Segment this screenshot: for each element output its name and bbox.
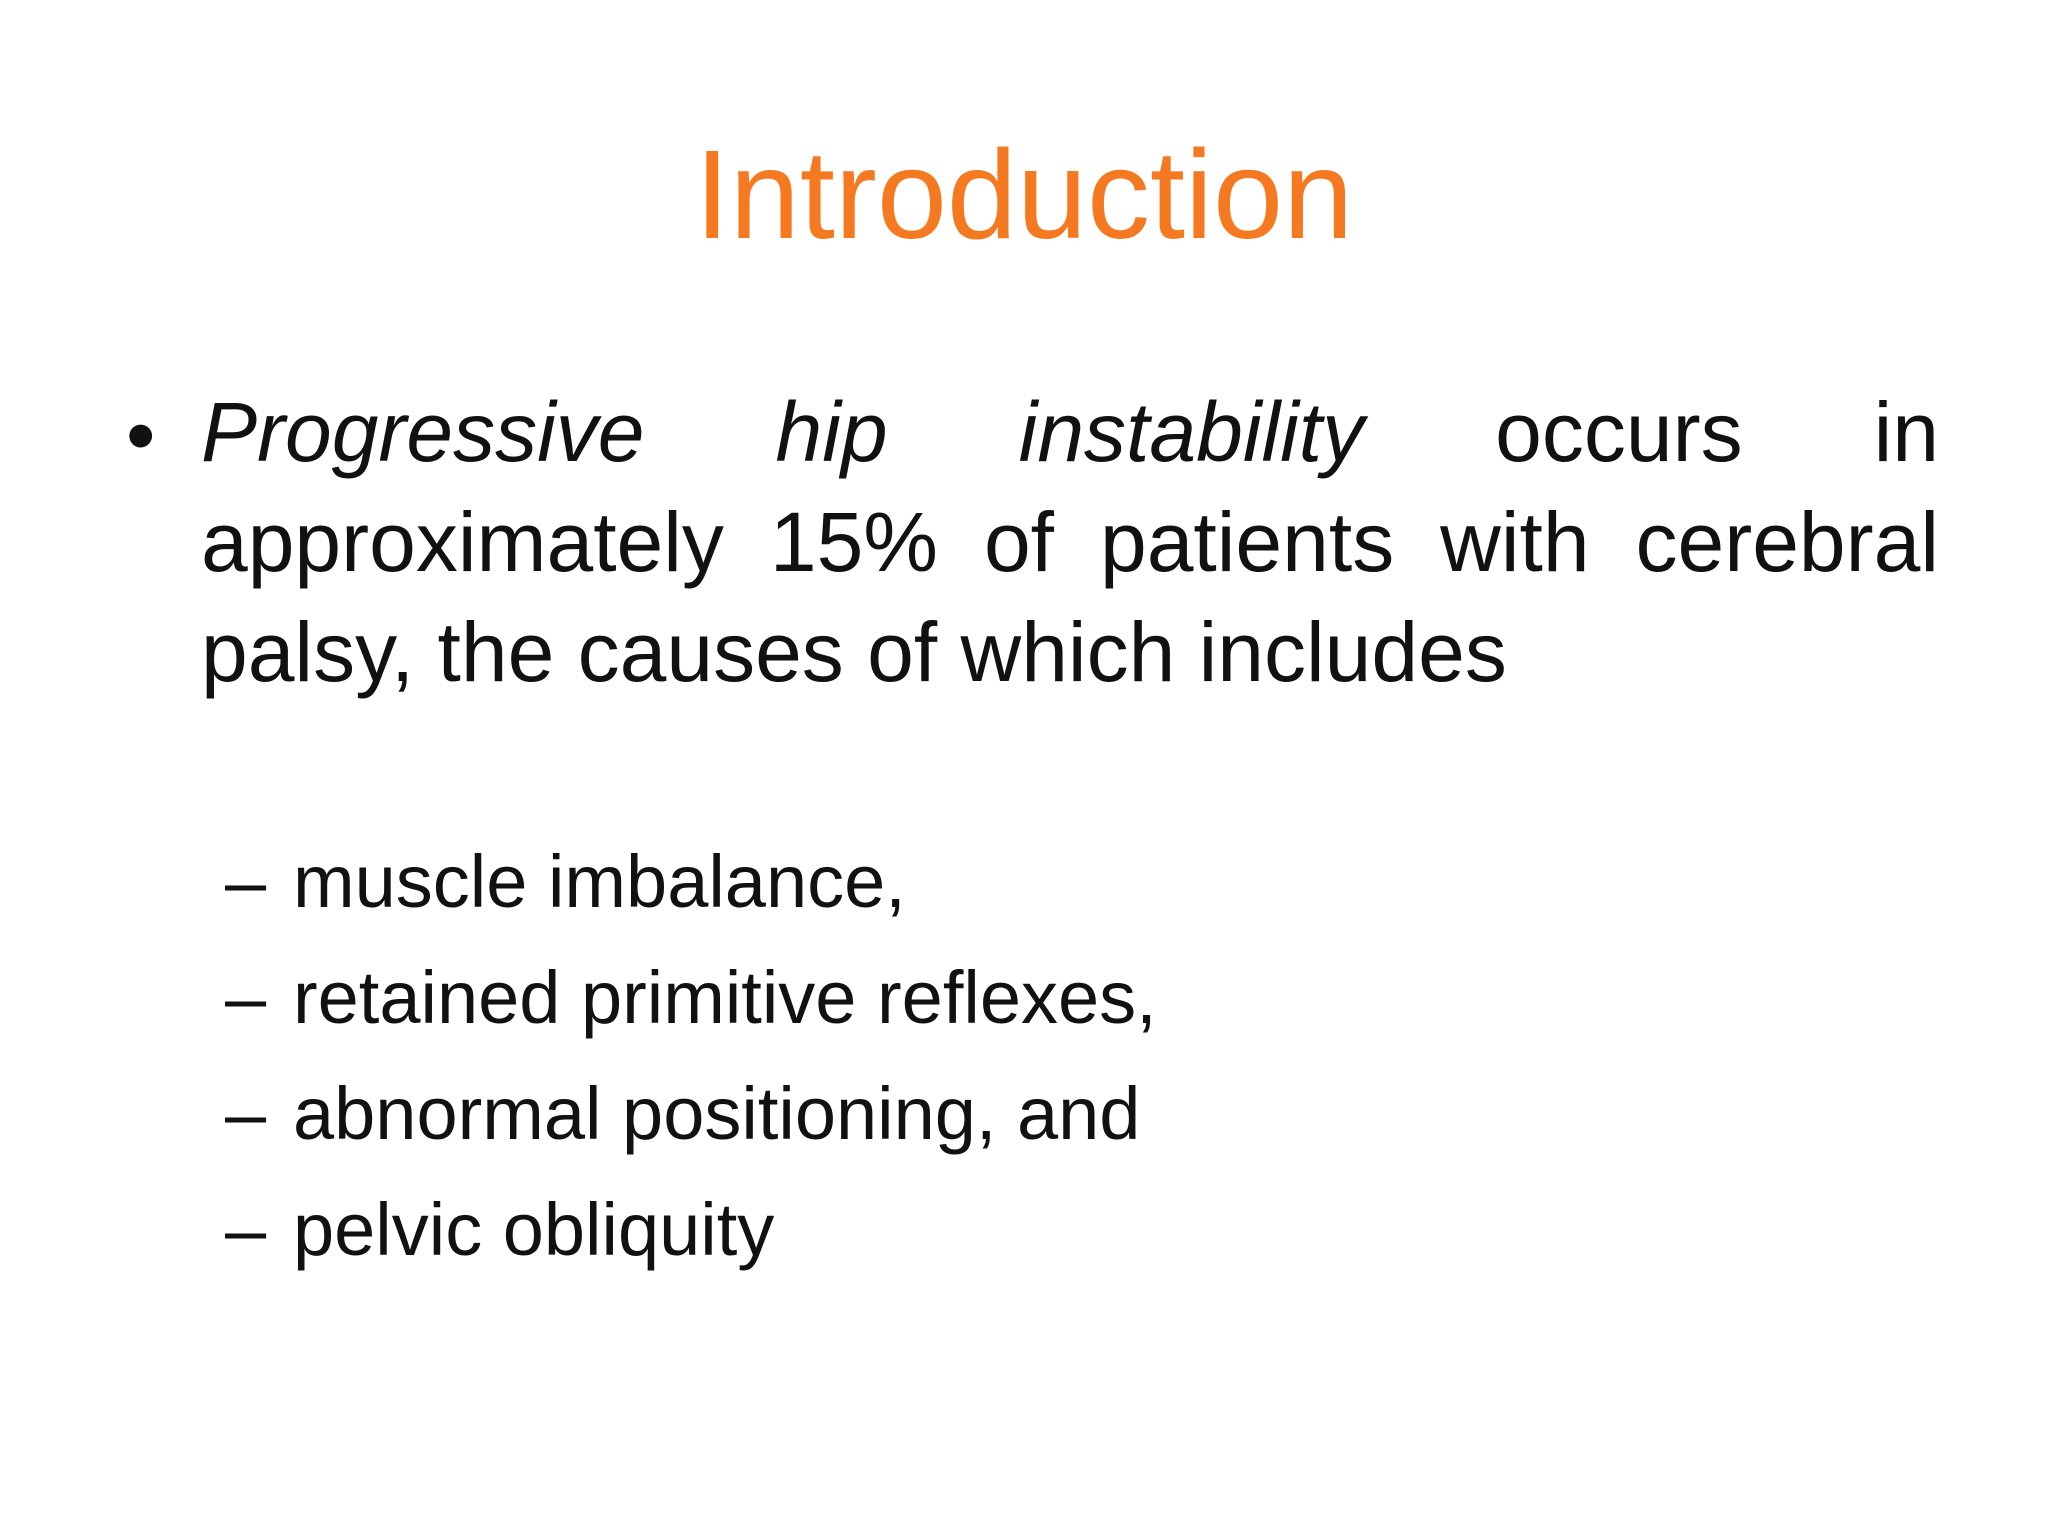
bullet-emphasis: Progressive hip instability — [201, 385, 1365, 479]
sub-item-retained-reflexes — [225, 950, 1825, 1046]
sub-item-text: pelvic obliquity — [293, 1188, 775, 1271]
sub-item-marker: – — [225, 956, 267, 1039]
sub-item-abnormal-positioning — [225, 1066, 1825, 1162]
sub-item-text: abnormal positioning, and — [293, 1072, 1141, 1155]
sub-item-marker: – — [225, 1072, 267, 1155]
sub-item-muscle-imbalance — [225, 834, 1825, 930]
bullet-body: occurs in approximately 15% of patients with cerebral palsy, the causes of which includes — [201, 385, 1939, 699]
sub-item-text: retained primitive reflexes, — [293, 956, 1157, 1039]
bullet-text — [201, 377, 1939, 707]
slide-title: Introduction — [694, 124, 1354, 265]
sub-item-pelvic-obliquity — [225, 1182, 1825, 1278]
sub-item-marker: – — [225, 840, 267, 923]
bullet-marker: • — [126, 388, 156, 482]
sub-item-marker: – — [225, 1188, 267, 1271]
sub-item-text: muscle imbalance, — [293, 840, 906, 923]
